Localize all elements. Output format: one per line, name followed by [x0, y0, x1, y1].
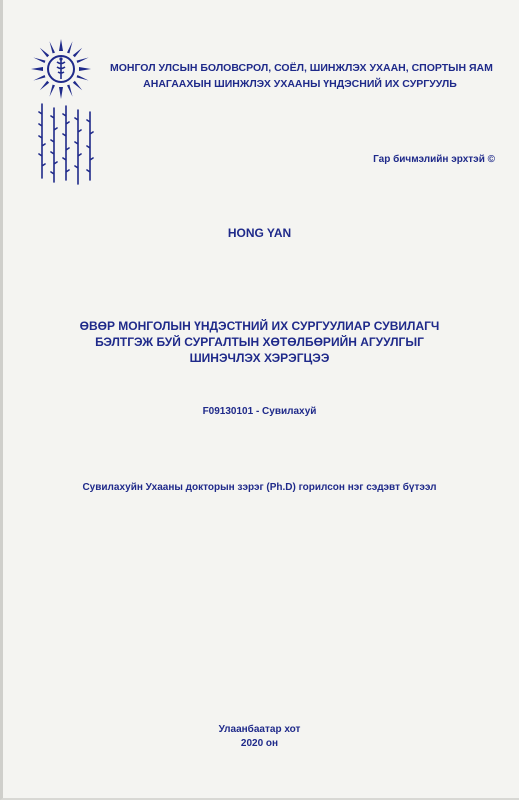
copyright-note: Гар бичмэлийн эрхтэй ©	[373, 154, 495, 165]
thesis-title-line-3: ШИНЭЧЛЭХ ХЭРЭГЦЭЭ	[189, 351, 330, 365]
mongolian-script-seal-icon	[34, 100, 98, 186]
university-name-line-1: МОНГОЛ УЛСЫН БОЛОВСРОЛ, СОЁЛ, ШИНЖЛЭХ УХААН, СПОРТЫН ЯАМ	[110, 62, 493, 74]
university-name	[110, 60, 493, 92]
university-emblem-icon	[30, 38, 92, 100]
thesis-title	[0, 318, 519, 366]
year: 2020 он	[240, 738, 279, 749]
place: Улаанбаатар хот	[218, 724, 301, 735]
specialty-code: F09130101 - Сувилахуй	[202, 406, 317, 417]
thesis-title-line-1: ӨВӨР МОНГОЛЫН ҮНДЭСТНИЙ ИХ СУРГУУЛИАР СУВИЛАГЧ	[79, 319, 440, 333]
author-name: HONG YAN	[227, 226, 292, 240]
university-name-line-2: АНАГААХЫН ШИНЖЛЭХ УХААНЫ ҮНДЭСНИЙ ИХ СУРГУУЛЬ	[143, 78, 457, 90]
degree-statement: Сувилахуйн Ухааны докторын зэрэг (Ph.D) горилсон нэг сэдэвт бүтээл	[82, 482, 437, 493]
place-and-year	[0, 723, 519, 751]
thesis-title-line-2: БЭЛТГЭЖ БУЙ СУРГАЛТЫН ХӨТӨЛБӨРИЙН АГУУЛГЫГ	[95, 335, 424, 349]
